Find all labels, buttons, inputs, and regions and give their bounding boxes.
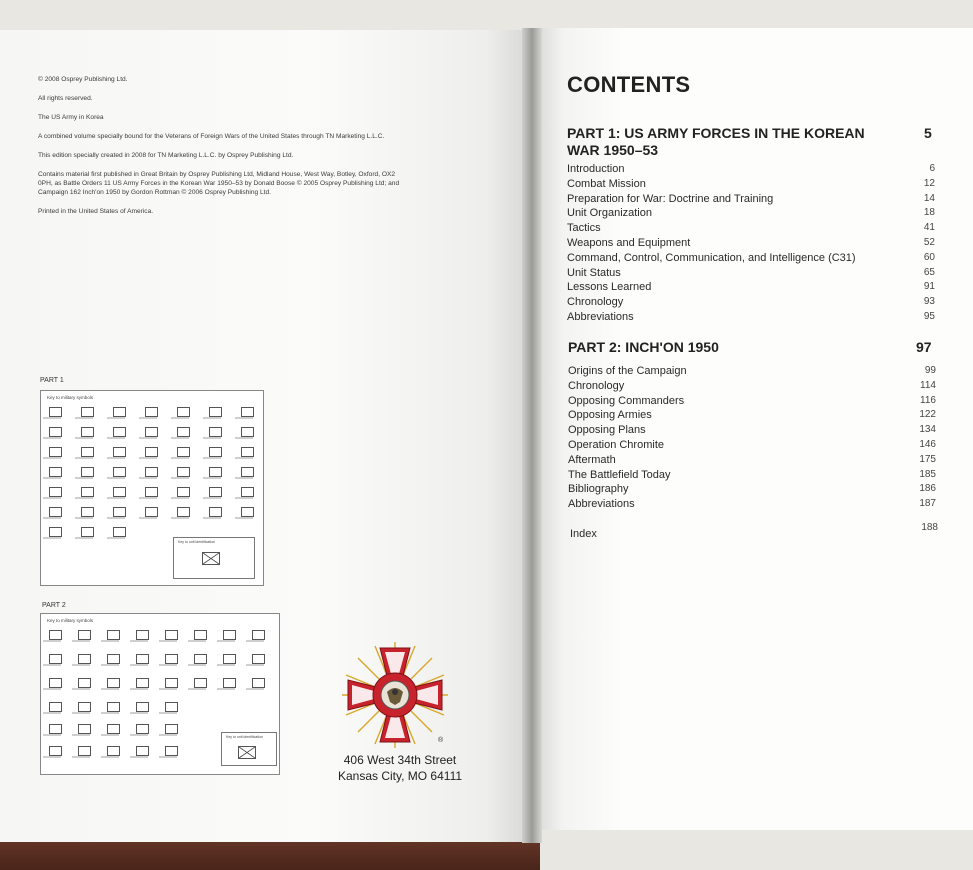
toc-item-page: 134 [919, 424, 936, 436]
military-symbol-label-icon [139, 477, 157, 479]
toc-item [567, 222, 935, 237]
unit-ident-title: Key to unit identification [226, 735, 263, 739]
military-symbol-label-icon [188, 688, 206, 690]
edition-created: This edition specially created in 2008 for TN Marketing L.L.C. by Osprey Publishing Ltd. [38, 152, 294, 159]
military-symbol-icon [113, 527, 126, 537]
military-symbol-icon [49, 407, 62, 417]
military-symbol-icon [145, 487, 158, 497]
military-symbol-label-icon [43, 537, 61, 539]
toc-item-page: 185 [919, 468, 936, 480]
military-symbol-icon [165, 630, 178, 640]
military-symbol-label-icon [107, 517, 125, 519]
military-symbol-icon [177, 487, 190, 497]
military-symbol-label-icon [139, 457, 157, 459]
military-symbol-icon [177, 467, 190, 477]
military-symbol-label-icon [171, 437, 189, 439]
toc-item-title: Abbreviations [567, 311, 634, 323]
toc-item [567, 296, 935, 311]
military-symbol-icon [81, 527, 94, 537]
military-symbol-icon [241, 427, 254, 437]
military-symbol-icon [49, 487, 62, 497]
military-symbol-label-icon [75, 517, 93, 519]
military-symbol-icon [209, 467, 222, 477]
military-symbol-icon [223, 654, 236, 664]
military-symbol-label-icon [139, 417, 157, 419]
military-symbol-icon [49, 678, 62, 688]
military-symbol-icon [136, 702, 149, 712]
address-line1: 406 West 34th Street [343, 753, 457, 767]
military-symbol-label-icon [43, 712, 61, 714]
military-symbol-label-icon [246, 688, 264, 690]
military-symbol-label-icon [72, 756, 90, 758]
military-symbol-label-icon [139, 497, 157, 499]
toc-item [568, 469, 936, 484]
toc-item-page: 6 [929, 163, 935, 174]
toc-item [567, 267, 935, 282]
military-symbol-label-icon [72, 712, 90, 714]
military-symbol-label-icon [235, 437, 253, 439]
part1-page: 5 [924, 125, 932, 141]
toc-item-title: Index [570, 528, 597, 540]
military-symbol-label-icon [159, 640, 177, 642]
unit-identification-key [173, 537, 255, 579]
toc-item-page: 12 [923, 177, 935, 189]
military-symbol-icon [81, 467, 94, 477]
part2-page: 97 [916, 339, 932, 355]
toc-item-title: Origins of the Campaign [568, 365, 687, 377]
military-symbol-label-icon [235, 497, 253, 499]
edition-note: A combined volume specially bound for the Veterans of Foreign Wars of the United States through TN Marketing L.L.C. [38, 133, 385, 140]
military-symbol-icon [49, 654, 62, 664]
military-symbol-label-icon [159, 756, 177, 758]
military-symbol-icon [113, 487, 126, 497]
military-symbol-label-icon [188, 664, 206, 666]
military-symbol-label-icon [43, 417, 61, 419]
material-note: Contains material first published in Great Britain by Osprey Publishing Ltd, Midland House, West Way, Botley, Oxford, OX2 0PH, as Battle Orders 11 US Army Forces in the Korean War 1950–53 by Donald Boose © 2005 Osprey Publishing Ltd; and Campaign 162 Inch'on 1950 by Gordon Rottman © 2006 Osprey Publishing Ltd. [38, 171, 400, 196]
registered-mark: ® [438, 737, 444, 744]
military-symbol-icon [136, 678, 149, 688]
military-symbol-label-icon [188, 640, 206, 642]
military-symbol-label-icon [130, 734, 148, 736]
toc-item-page: 116 [920, 394, 936, 406]
toc-item [568, 409, 936, 424]
military-symbol-icon [113, 427, 126, 437]
military-symbol-icon [107, 746, 120, 756]
toc-item-title: Chronology [567, 296, 624, 309]
military-symbol-icon [209, 407, 222, 417]
military-symbol-label-icon [101, 664, 119, 666]
military-symbol-icon [107, 678, 120, 688]
unit-symbol-icon [202, 552, 220, 565]
toc-item-title: Tactics [567, 222, 601, 235]
toc-item [567, 252, 935, 267]
unit-identification-key [221, 732, 277, 766]
toc-item [567, 193, 935, 208]
toc-item-page: 146 [919, 439, 936, 450]
military-symbol-label-icon [107, 437, 125, 439]
military-symbol-label-icon [75, 457, 93, 459]
military-symbol-label-icon [43, 477, 61, 479]
military-symbol-icon [81, 487, 94, 497]
military-symbol-icon [49, 527, 62, 537]
military-symbol-label-icon [43, 688, 61, 690]
military-symbol-label-icon [246, 664, 264, 666]
key-title: Key to military symbols [47, 618, 94, 623]
military-symbol-label-icon [72, 734, 90, 736]
military-symbol-icon [81, 447, 94, 457]
military-symbol-icon [194, 654, 207, 664]
military-symbol-icon [145, 407, 158, 417]
toc-item-page: 60 [923, 251, 935, 263]
military-symbol-icon [241, 467, 254, 477]
toc-item-title: Opposing Commanders [568, 394, 685, 407]
military-symbol-label-icon [75, 497, 93, 499]
military-symbol-icon [177, 447, 190, 457]
toc-item-page: 175 [919, 453, 936, 465]
toc-item-title: Introduction [567, 163, 625, 175]
toc-item [568, 424, 936, 439]
military-symbol-icon [78, 746, 91, 756]
military-symbol-icon [136, 654, 149, 664]
military-symbol-icon [223, 630, 236, 640]
military-symbol-label-icon [43, 517, 61, 519]
military-symbol-label-icon [171, 457, 189, 459]
toc-item-title: Opposing Armies [568, 409, 652, 422]
military-symbol-label-icon [139, 437, 157, 439]
toc-index-row [570, 522, 938, 543]
military-symbol-label-icon [107, 497, 125, 499]
military-symbol-label-icon [203, 457, 221, 459]
vfw-emblem [340, 640, 450, 750]
military-symbol-label-icon [107, 457, 125, 459]
printed-line: Printed in the United States of America. [38, 208, 154, 215]
military-symbol-icon [81, 427, 94, 437]
military-symbol-icon [165, 746, 178, 756]
military-symbol-label-icon [101, 734, 119, 736]
toc-item [567, 207, 935, 222]
military-symbol-label-icon [72, 664, 90, 666]
military-symbol-label-icon [203, 477, 221, 479]
military-symbol-icon [252, 678, 265, 688]
contents-title: CONTENTS [567, 72, 691, 97]
military-symbol-label-icon [43, 437, 61, 439]
military-symbol-label-icon [43, 734, 61, 736]
military-symbol-icon [209, 447, 222, 457]
vfw-address [330, 752, 470, 784]
toc-item-title: Preparation for War: Doctrine and Training [567, 192, 774, 205]
military-symbol-label-icon [203, 497, 221, 499]
unit-ident-title: Key to unit identification [178, 540, 215, 544]
military-symbol-label-icon [101, 712, 119, 714]
toc-item-page: 65 [923, 266, 935, 278]
military-symbol-label-icon [107, 537, 125, 539]
toc-item-title: Operation Chromite [568, 439, 664, 451]
military-symbol-label-icon [139, 517, 157, 519]
military-symbol-icon [78, 702, 91, 712]
military-symbols-key-part2 [40, 613, 280, 775]
part2-label: PART 2 [42, 602, 66, 609]
unit-symbol-icon [238, 746, 256, 759]
military-symbol-icon [209, 427, 222, 437]
military-symbol-label-icon [101, 688, 119, 690]
military-symbol-label-icon [130, 640, 148, 642]
toc-item-page: 93 [923, 296, 935, 308]
toc-item-page: 186 [919, 483, 936, 495]
military-symbol-icon [177, 507, 190, 517]
military-symbol-icon [78, 630, 91, 640]
military-symbol-label-icon [203, 417, 221, 419]
vfw-cross-icon [340, 640, 450, 750]
military-symbol-icon [223, 678, 236, 688]
toc-item-page: 52 [923, 237, 935, 248]
military-symbol-icon [145, 467, 158, 477]
military-symbol-label-icon [43, 664, 61, 666]
toc-item [567, 311, 935, 326]
toc-item-page: 122 [919, 409, 936, 421]
toc-item-title: Combat Mission [567, 177, 646, 190]
military-symbol-label-icon [159, 734, 177, 736]
rights-line: All rights reserved. [38, 95, 93, 102]
military-symbol-icon [145, 507, 158, 517]
military-symbol-label-icon [43, 497, 61, 499]
military-symbol-icon [113, 407, 126, 417]
military-symbol-label-icon [203, 517, 221, 519]
military-symbol-icon [136, 630, 149, 640]
toc-item-title: Command, Control, Communication, and Intelligence (C31) [567, 251, 856, 264]
military-symbol-icon [165, 702, 178, 712]
military-symbol-icon [165, 724, 178, 734]
military-symbol-icon [145, 427, 158, 437]
toc-item-page: 14 [923, 192, 935, 204]
toc-item [567, 237, 935, 252]
military-symbol-label-icon [171, 477, 189, 479]
military-symbol-icon [49, 507, 62, 517]
book-gutter [522, 28, 542, 843]
toc-item-page: 41 [923, 222, 935, 234]
toc-item [568, 498, 936, 513]
military-symbol-icon [209, 487, 222, 497]
military-symbol-label-icon [217, 688, 235, 690]
military-symbol-label-icon [75, 537, 93, 539]
address-line2: Kansas City, MO 64111 [337, 769, 463, 783]
toc-item-title: Lessons Learned [567, 281, 652, 294]
military-symbol-label-icon [43, 756, 61, 758]
toc-item-title: Unit Status [567, 266, 621, 279]
military-symbol-label-icon [171, 497, 189, 499]
military-symbol-label-icon [159, 712, 177, 714]
military-symbol-label-icon [107, 417, 125, 419]
military-symbol-label-icon [171, 417, 189, 419]
military-symbol-icon [177, 427, 190, 437]
military-symbol-icon [78, 724, 91, 734]
toc-item [567, 163, 935, 178]
military-symbol-icon [241, 507, 254, 517]
military-symbol-label-icon [101, 640, 119, 642]
military-symbol-label-icon [217, 664, 235, 666]
toc-item [568, 380, 936, 395]
part1-heading-line1: PART 1: US ARMY FORCES IN THE KOREAN [567, 125, 865, 141]
military-symbol-icon [252, 654, 265, 664]
military-symbol-icon [145, 447, 158, 457]
toc-item [567, 178, 935, 193]
toc-item [568, 483, 936, 498]
military-symbols-key-part1 [40, 390, 264, 586]
military-symbol-label-icon [235, 417, 253, 419]
part1-heading [567, 125, 907, 159]
toc-item [567, 281, 935, 296]
military-symbol-icon [165, 678, 178, 688]
military-symbol-icon [209, 507, 222, 517]
military-symbol-icon [49, 724, 62, 734]
military-symbol-icon [177, 407, 190, 417]
military-symbol-icon [241, 407, 254, 417]
toc-item-title: Unit Organization [567, 207, 652, 220]
military-symbol-label-icon [171, 517, 189, 519]
toc-item-title: Aftermath [568, 453, 616, 466]
key-title: Key to military symbols [47, 395, 94, 400]
book-title-line: The US Army in Korea [38, 114, 104, 121]
toc-item [568, 365, 936, 380]
military-symbol-label-icon [159, 664, 177, 666]
toc-item-title: Abbreviations [568, 498, 635, 511]
military-symbol-icon [107, 724, 120, 734]
toc-item-title: Opposing Plans [568, 424, 646, 437]
military-symbol-icon [78, 678, 91, 688]
part1-label: PART 1 [40, 377, 64, 384]
military-symbol-icon [113, 447, 126, 457]
military-symbol-label-icon [235, 477, 253, 479]
military-symbol-icon [81, 507, 94, 517]
military-symbol-label-icon [246, 640, 264, 642]
toc-item-title: Chronology [568, 379, 625, 392]
toc-item-page: 188 [921, 522, 938, 533]
military-symbol-label-icon [43, 640, 61, 642]
military-symbol-label-icon [159, 688, 177, 690]
military-symbol-label-icon [75, 477, 93, 479]
military-symbol-label-icon [101, 756, 119, 758]
part2-heading: PART 2: INCH'ON 1950 [568, 339, 719, 355]
military-symbol-label-icon [130, 712, 148, 714]
military-symbol-icon [49, 447, 62, 457]
toc-item-page: 91 [923, 281, 935, 293]
military-symbol-icon [241, 447, 254, 457]
military-symbol-label-icon [43, 457, 61, 459]
military-symbol-icon [107, 654, 120, 664]
military-symbol-icon [49, 467, 62, 477]
military-symbol-label-icon [72, 640, 90, 642]
military-symbol-label-icon [235, 517, 253, 519]
part1-heading-line2: WAR 1950–53 [567, 142, 659, 158]
military-symbol-label-icon [130, 664, 148, 666]
military-symbol-label-icon [130, 688, 148, 690]
military-symbol-icon [49, 427, 62, 437]
military-symbol-icon [78, 654, 91, 664]
toc-item-page: 95 [923, 311, 935, 322]
military-symbol-label-icon [75, 437, 93, 439]
toc-item [568, 439, 936, 454]
military-symbol-icon [49, 746, 62, 756]
military-symbol-label-icon [107, 477, 125, 479]
military-symbol-label-icon [203, 437, 221, 439]
copyright-line: © 2008 Osprey Publishing Ltd. [38, 76, 128, 83]
military-symbol-icon [81, 407, 94, 417]
military-symbol-label-icon [75, 417, 93, 419]
military-symbol-label-icon [235, 457, 253, 459]
toc-item-title: Weapons and Equipment [567, 237, 691, 249]
military-symbol-icon [113, 467, 126, 477]
toc-item-title: Bibliography [568, 483, 629, 496]
military-symbol-icon [107, 702, 120, 712]
military-symbol-icon [194, 678, 207, 688]
military-symbol-icon [49, 702, 62, 712]
military-symbol-icon [252, 630, 265, 640]
military-symbol-icon [136, 724, 149, 734]
military-symbol-icon [136, 746, 149, 756]
toc-item-page: 18 [923, 207, 935, 219]
military-symbol-icon [49, 630, 62, 640]
copyright-block [38, 75, 408, 226]
toc-item-page: 187 [919, 498, 936, 510]
toc-item [568, 395, 936, 410]
military-symbol-label-icon [130, 756, 148, 758]
military-symbol-icon [241, 487, 254, 497]
military-symbol-icon [107, 630, 120, 640]
toc-item-page: 114 [920, 379, 936, 391]
military-symbol-label-icon [217, 640, 235, 642]
toc-item [568, 454, 936, 469]
military-symbol-icon [113, 507, 126, 517]
military-symbol-label-icon [72, 688, 90, 690]
toc-item-page: 99 [924, 365, 936, 376]
military-symbol-icon [165, 654, 178, 664]
toc-item-title: The Battlefield Today [568, 468, 671, 481]
military-symbol-icon [194, 630, 207, 640]
